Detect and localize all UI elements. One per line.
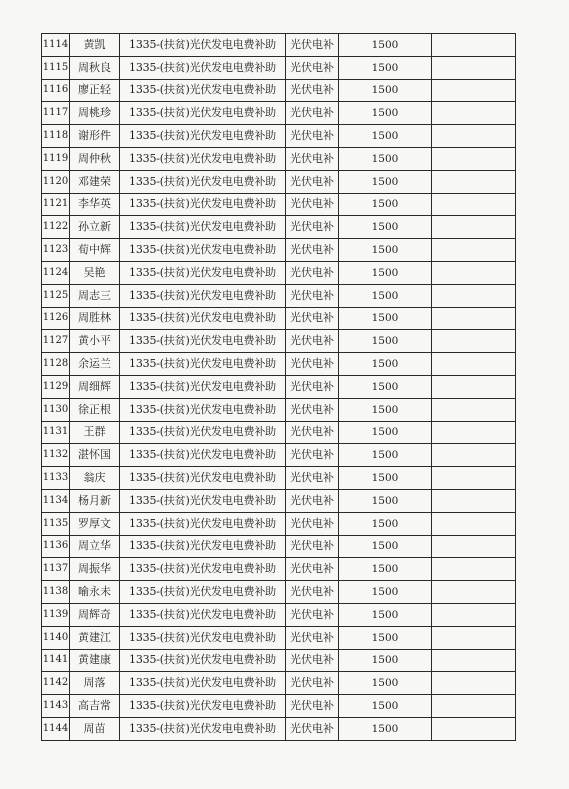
table-row [42,672,516,695]
subsidy-type: 光伏电补 [286,398,339,421]
remark-cell [432,489,516,512]
recipient-name: 荀中辉 [70,239,120,262]
subsidy-type: 光伏电补 [286,216,339,239]
subsidy-type: 光伏电补 [286,284,339,307]
table-row [42,193,516,216]
table-row [42,512,516,535]
remark-cell [432,261,516,284]
subsidy-type: 光伏电补 [286,261,339,284]
remark-cell [432,626,516,649]
row-number: 1128 [42,353,70,376]
remark-cell [432,56,516,79]
subsidy-item: 1335-(扶贫)光伏发电电费补助 [120,512,286,535]
row-number: 1121 [42,193,70,216]
subsidy-item: 1335-(扶贫)光伏发电电费补助 [120,672,286,695]
remark-cell [432,102,516,125]
table-row [42,695,516,718]
row-number: 1124 [42,261,70,284]
subsidy-amount: 1500 [339,512,432,535]
subsidy-amount: 1500 [339,170,432,193]
remark-cell [432,307,516,330]
subsidy-item: 1335-(扶贫)光伏发电电费补助 [120,284,286,307]
subsidy-type: 光伏电补 [286,125,339,148]
subsidy-item: 1335-(扶贫)光伏发电电费补助 [120,239,286,262]
recipient-name: 周秋良 [70,56,120,79]
table-row [42,489,516,512]
subsidy-item: 1335-(扶贫)光伏发电电费补助 [120,193,286,216]
remark-cell [432,444,516,467]
subsidy-table-page [41,33,516,741]
row-number: 1119 [42,147,70,170]
subsidy-item: 1335-(扶贫)光伏发电电费补助 [120,147,286,170]
row-number: 1141 [42,649,70,672]
table-row [42,353,516,376]
subsidy-type: 光伏电补 [286,34,339,57]
recipient-name: 谢形件 [70,125,120,148]
subsidy-amount: 1500 [339,102,432,125]
subsidy-item: 1335-(扶贫)光伏发电电费补助 [120,535,286,558]
remark-cell [432,330,516,353]
remark-cell [432,34,516,57]
subsidy-amount: 1500 [339,307,432,330]
subsidy-item: 1335-(扶贫)光伏发电电费补助 [120,603,286,626]
recipient-name: 周细辉 [70,375,120,398]
table-row [42,626,516,649]
row-number: 1116 [42,79,70,102]
subsidy-type: 光伏电补 [286,147,339,170]
row-number: 1144 [42,717,70,740]
recipient-name: 徐正根 [70,398,120,421]
remark-cell [432,603,516,626]
subsidy-type: 光伏电补 [286,695,339,718]
table-row [42,649,516,672]
subsidy-item: 1335-(扶贫)光伏发电电费补助 [120,626,286,649]
subsidy-type: 光伏电补 [286,717,339,740]
subsidy-amount: 1500 [339,558,432,581]
table-row [42,34,516,57]
table-row [42,56,516,79]
remark-cell [432,239,516,262]
table-row [42,147,516,170]
subsidy-item: 1335-(扶贫)光伏发电电费补助 [120,421,286,444]
remark-cell [432,672,516,695]
subsidy-amount: 1500 [339,193,432,216]
remark-cell [432,398,516,421]
subsidy-amount: 1500 [339,581,432,604]
recipient-name: 孙立新 [70,216,120,239]
remark-cell [432,216,516,239]
subsidy-type: 光伏电补 [286,672,339,695]
subsidy-type: 光伏电补 [286,603,339,626]
subsidy-item: 1335-(扶贫)光伏发电电费补助 [120,398,286,421]
subsidy-item: 1335-(扶贫)光伏发电电费补助 [120,444,286,467]
row-number: 1115 [42,56,70,79]
subsidy-item: 1335-(扶贫)光伏发电电费补助 [120,79,286,102]
row-number: 1129 [42,375,70,398]
table-row [42,79,516,102]
table-row [42,102,516,125]
remark-cell [432,79,516,102]
subsidy-amount: 1500 [339,398,432,421]
table-row [42,261,516,284]
subsidy-type: 光伏电补 [286,239,339,262]
row-number: 1139 [42,603,70,626]
subsidy-amount: 1500 [339,467,432,490]
subsidy-item: 1335-(扶贫)光伏发电电费补助 [120,695,286,718]
recipient-name: 黄小平 [70,330,120,353]
subsidy-item: 1335-(扶贫)光伏发电电费补助 [120,261,286,284]
subsidy-amount: 1500 [339,239,432,262]
row-number: 1137 [42,558,70,581]
subsidy-type: 光伏电补 [286,444,339,467]
recipient-name: 周桃珍 [70,102,120,125]
subsidy-type: 光伏电补 [286,353,339,376]
subsidy-table [41,33,516,741]
subsidy-type: 光伏电补 [286,581,339,604]
subsidy-amount: 1500 [339,147,432,170]
recipient-name: 王群 [70,421,120,444]
subsidy-amount: 1500 [339,56,432,79]
recipient-name: 吴艳 [70,261,120,284]
recipient-name: 翁庆 [70,467,120,490]
subsidy-item: 1335-(扶贫)光伏发电电费补助 [120,216,286,239]
subsidy-item: 1335-(扶贫)光伏发电电费补助 [120,489,286,512]
subsidy-item: 1335-(扶贫)光伏发电电费补助 [120,34,286,57]
subsidy-amount: 1500 [339,444,432,467]
subsidy-item: 1335-(扶贫)光伏发电电费补助 [120,717,286,740]
table-row [42,581,516,604]
table-row [42,717,516,740]
subsidy-item: 1335-(扶贫)光伏发电电费补助 [120,558,286,581]
subsidy-amount: 1500 [339,261,432,284]
subsidy-type: 光伏电补 [286,512,339,535]
row-number: 1125 [42,284,70,307]
recipient-name: 周志三 [70,284,120,307]
subsidy-item: 1335-(扶贫)光伏发电电费补助 [120,102,286,125]
remark-cell [432,558,516,581]
recipient-name: 黄凯 [70,34,120,57]
table-row [42,307,516,330]
subsidy-amount: 1500 [339,330,432,353]
remark-cell [432,512,516,535]
recipient-name: 罗厚文 [70,512,120,535]
recipient-name: 余运兰 [70,353,120,376]
subsidy-item: 1335-(扶贫)光伏发电电费补助 [120,330,286,353]
remark-cell [432,535,516,558]
row-number: 1118 [42,125,70,148]
recipient-name: 杨月新 [70,489,120,512]
recipient-name: 黄建康 [70,649,120,672]
subsidy-type: 光伏电补 [286,558,339,581]
subsidy-item: 1335-(扶贫)光伏发电电费补助 [120,353,286,376]
subsidy-type: 光伏电补 [286,193,339,216]
subsidy-type: 光伏电补 [286,421,339,444]
remark-cell [432,695,516,718]
subsidy-item: 1335-(扶贫)光伏发电电费补助 [120,375,286,398]
recipient-name: 周胜林 [70,307,120,330]
table-row [42,216,516,239]
row-number: 1143 [42,695,70,718]
table-body [42,34,516,741]
recipient-name: 湛怀国 [70,444,120,467]
subsidy-item: 1335-(扶贫)光伏发电电费补助 [120,56,286,79]
subsidy-type: 光伏电补 [286,489,339,512]
remark-cell [432,284,516,307]
subsidy-amount: 1500 [339,375,432,398]
table-row [42,239,516,262]
subsidy-amount: 1500 [339,125,432,148]
row-number: 1140 [42,626,70,649]
subsidy-item: 1335-(扶贫)光伏发电电费补助 [120,307,286,330]
row-number: 1133 [42,467,70,490]
subsidy-type: 光伏电补 [286,307,339,330]
remark-cell [432,581,516,604]
table-row [42,535,516,558]
subsidy-amount: 1500 [339,672,432,695]
subsidy-amount: 1500 [339,717,432,740]
subsidy-amount: 1500 [339,34,432,57]
row-number: 1122 [42,216,70,239]
row-number: 1130 [42,398,70,421]
remark-cell [432,353,516,376]
recipient-name: 周仲秋 [70,147,120,170]
recipient-name: 喻永未 [70,581,120,604]
subsidy-amount: 1500 [339,216,432,239]
recipient-name: 高吉常 [70,695,120,718]
row-number: 1136 [42,535,70,558]
table-row [42,170,516,193]
table-row [42,398,516,421]
recipient-name: 周落 [70,672,120,695]
row-number: 1138 [42,581,70,604]
subsidy-amount: 1500 [339,626,432,649]
row-number: 1131 [42,421,70,444]
row-number: 1117 [42,102,70,125]
row-number: 1123 [42,239,70,262]
row-number: 1132 [42,444,70,467]
subsidy-type: 光伏电补 [286,79,339,102]
table-row [42,558,516,581]
subsidy-type: 光伏电补 [286,170,339,193]
row-number: 1134 [42,489,70,512]
subsidy-type: 光伏电补 [286,649,339,672]
subsidy-type: 光伏电补 [286,467,339,490]
table-row [42,125,516,148]
table-row [42,375,516,398]
subsidy-item: 1335-(扶贫)光伏发电电费补助 [120,581,286,604]
subsidy-type: 光伏电补 [286,375,339,398]
subsidy-amount: 1500 [339,353,432,376]
recipient-name: 周立华 [70,535,120,558]
table-row [42,284,516,307]
row-number: 1135 [42,512,70,535]
remark-cell [432,375,516,398]
remark-cell [432,193,516,216]
subsidy-item: 1335-(扶贫)光伏发电电费补助 [120,170,286,193]
table-row [42,421,516,444]
recipient-name: 周振华 [70,558,120,581]
subsidy-item: 1335-(扶贫)光伏发电电费补助 [120,125,286,148]
subsidy-amount: 1500 [339,603,432,626]
recipient-name: 黄建江 [70,626,120,649]
recipient-name: 周苗 [70,717,120,740]
subsidy-amount: 1500 [339,695,432,718]
recipient-name: 邓建荣 [70,170,120,193]
row-number: 1114 [42,34,70,57]
recipient-name: 周辉奇 [70,603,120,626]
subsidy-amount: 1500 [339,421,432,444]
row-number: 1120 [42,170,70,193]
table-row [42,467,516,490]
row-number: 1127 [42,330,70,353]
subsidy-type: 光伏电补 [286,626,339,649]
subsidy-amount: 1500 [339,535,432,558]
table-row [42,444,516,467]
subsidy-type: 光伏电补 [286,330,339,353]
subsidy-amount: 1500 [339,489,432,512]
remark-cell [432,649,516,672]
remark-cell [432,467,516,490]
subsidy-type: 光伏电补 [286,102,339,125]
subsidy-amount: 1500 [339,649,432,672]
remark-cell [432,125,516,148]
subsidy-amount: 1500 [339,284,432,307]
subsidy-item: 1335-(扶贫)光伏发电电费补助 [120,649,286,672]
remark-cell [432,421,516,444]
remark-cell [432,147,516,170]
row-number: 1126 [42,307,70,330]
remark-cell [432,170,516,193]
row-number: 1142 [42,672,70,695]
recipient-name: 李华英 [70,193,120,216]
subsidy-amount: 1500 [339,79,432,102]
subsidy-type: 光伏电补 [286,535,339,558]
subsidy-item: 1335-(扶贫)光伏发电电费补助 [120,467,286,490]
recipient-name: 廖正轻 [70,79,120,102]
table-row [42,330,516,353]
table-row [42,603,516,626]
subsidy-type: 光伏电补 [286,56,339,79]
remark-cell [432,717,516,740]
